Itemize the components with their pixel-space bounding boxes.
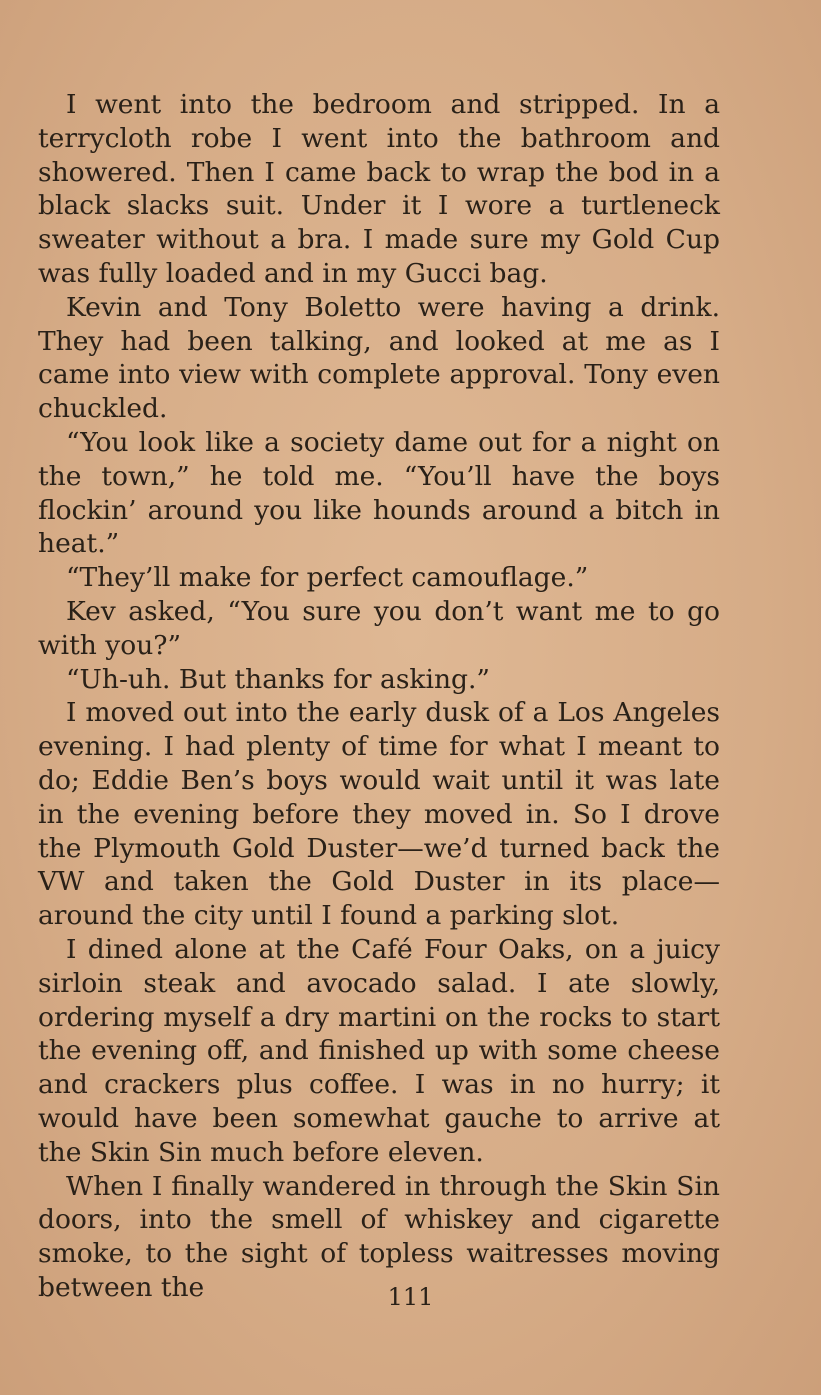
paragraph: “They’ll make for perfect camouflage.” [66, 562, 589, 594]
paragraph: “Uh-uh. But thanks for asking.” [66, 663, 490, 695]
body-text [38, 88, 720, 1305]
paragraph: When I finally wandered in through the Skin Sin doors, into the smell of whiskey and cigarette smoke, to the sight of topless waitresses moving between the [38, 1170, 720, 1303]
paragraph: I dined alone at the Café Four Oaks, on a juicy sirloin steak and avocado salad. I ate slowly, ordering myself a dry martini on the rocks to start the evening off, and finished up with some cheese and crackers plus coffee. I was in no hurry; it would have been somewhat gauche to arrive at the Skin Sin much before eleven. [38, 933, 720, 1168]
paragraph: “You look like a society dame out for a night on the town,” he told me. “You’ll have the boys flockin’ around you like hounds around a bitch in heat.” [38, 426, 720, 560]
paragraph: I moved out into the early dusk of a Los Angeles evening. I had plenty of time for what I meant to do; Eddie Ben’s boys would wait until it was late in the evening before they moved in. So I drove the Plymouth Gold Duster—we’d turned back the VW and taken the Gold Duster in its place—around the city until I found a parking slot. [38, 697, 720, 932]
paragraph: Kev asked, “You sure you don’t want me to go with you?” [38, 595, 720, 661]
page-number: 111 [387, 1283, 434, 1311]
paragraph: Kevin and Tony Boletto were having a drink. They had been talking, and looked at me as I came into view with complete approval. Tony even chuckled. [38, 291, 720, 425]
paragraph: I went into the bedroom and stripped. In a terrycloth robe I went into the bathroom and showered. Then I came back to wrap the bod in a black slacks suit. Under it I wore a turtleneck sweater without a bra. I made sure my Gold Cup was fully loaded and in my Gucci bag. [38, 89, 720, 289]
